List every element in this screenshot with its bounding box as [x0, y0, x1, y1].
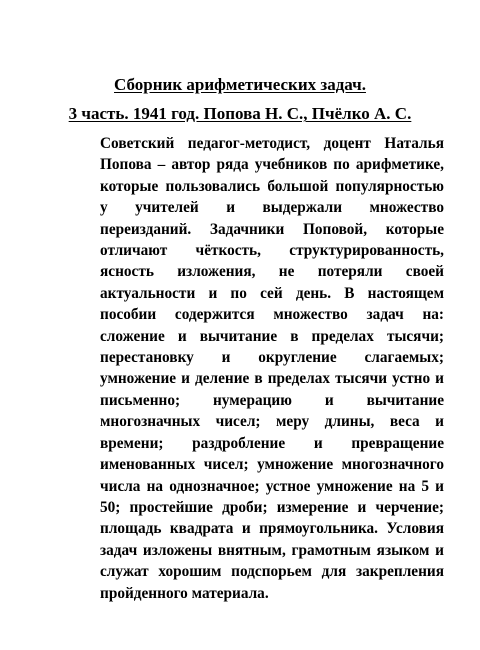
document-title: Сборник арифметических задач. [114, 75, 366, 94]
document-body: Советский педагог-методист, доцент Наталья Попова – автор ряда учебников по арифметике, которые пользовались большой популярностью у учителей и выдержали множество переизданий. Задачники Поповой, которые отличают чёткость, структурированность, ясность изложения, не потеряли своей актуальности и по сей день. В настоящем пособии содержится множество задач на: сложение и вычитание в пределах тысячи; перестановку и округление слагаемых; умножение и деление в пределах тысячи устно и письменно; нумерацию и вычитание многозначных чисел; меру длины, веса и времени; раздробление и превращение именованных чисел; умножение многозначного числа на однозначное; устное умножение на 5 и 50; простейшие дроби; измерение и черчение; площадь квадрата и прямоугольника. Условия задач изложены внятным, грамотным языком и служат хорошим подспорьем для закрепления пройденного материала. [100, 135, 444, 602]
document-subtitle: 3 часть. 1941 год. Попова Н. С., Пчёлко А. С. [68, 104, 412, 123]
